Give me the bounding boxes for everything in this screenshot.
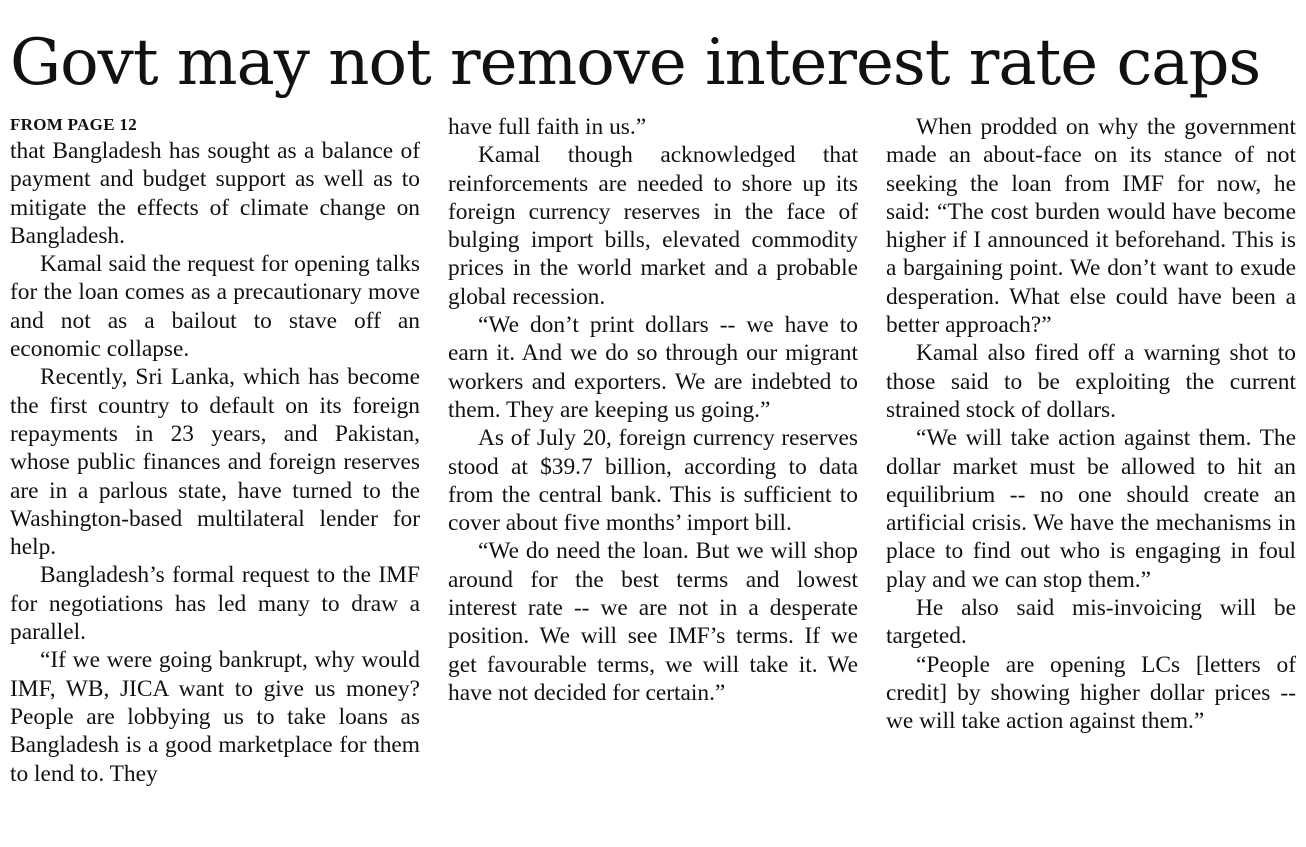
paragraph: Bangladesh’s formal request to the IMF for negotiations has led many to draw a parallel. bbox=[10, 562, 420, 646]
paragraph: “People are opening LCs [letters of credit] by showing higher dollar prices -- we will take action against them.” bbox=[886, 651, 1296, 735]
paragraph: Kamal also fired off a warning shot to those said to be exploiting the current strained stock of dollars. bbox=[886, 340, 1296, 423]
headline: Govt may not remove interest rate caps bbox=[10, 26, 1261, 100]
article-column-1 bbox=[10, 113, 420, 788]
kicker-from-page: FROM PAGE 12 bbox=[10, 115, 137, 134]
paragraph: Recently, Sri Lanka, which has become the first country to default on its foreign repayments in 23 years, and Pakistan, whose public finances and foreign reserves are in a parlous state, have turned to the Washington-based multilateral lender for help. bbox=[10, 364, 420, 561]
paragraph: “We don’t print dollars -- we have to earn it. And we do so through our migrant workers and exporters. We are indebted to them. They are keeping us going.” bbox=[448, 312, 858, 423]
paragraph: As of July 20, foreign currency reserves stood at $39.7 billion, according to data from the central bank. This is sufficient to cover about five months’ import bill. bbox=[448, 425, 858, 537]
paragraph: When prodded on why the government made an about-face on its stance of not seeking the loan from IMF for now, he said: “The cost burden would have become higher if I announced it beforehand. This is a bargaining point. We don’t want to exude desperation. What else could have been a better approach?” bbox=[886, 114, 1296, 339]
paragraph: “We do need the loan. But we will shop around for the best terms and lowest interest rate -- we are not in a desperate position. We will see IMF’s terms. If we get favourable terms, we will take it. We have not decided for certain.” bbox=[448, 538, 858, 706]
article-column-3 bbox=[886, 113, 1296, 736]
paragraph: Kamal though acknowledged that reinforcements are needed to shore up its foreign currency reserves in the face of bulging import bills, elevated commodity prices in the world market and a probable global recession. bbox=[448, 142, 858, 310]
paragraph: “If we were going bankrupt, why would IMF, WB, JICA want to give us money? People are lobbying us to take loans as Bangladesh is a good marketplace for them to lend to. They bbox=[10, 647, 420, 787]
paragraph: Kamal said the request for opening talks for the loan comes as a precautionary move and not as a bailout to stave off an economic collapse. bbox=[10, 251, 420, 363]
paragraph: have full faith in us.” bbox=[448, 114, 647, 140]
article-column-2 bbox=[448, 113, 858, 707]
paragraph: He also said mis-invoicing will be targeted. bbox=[886, 595, 1296, 650]
paragraph: “We will take action against them. The dollar market must be allowed to hit an equilibrium -- no one should create an artificial crisis. We have the mechanisms in place to find out who is engaging in foul play and we can stop them.” bbox=[886, 425, 1296, 593]
paragraph: that Bangladesh has sought as a balance of payment and budget support as well as to mitigate the effects of climate change on Bangladesh. bbox=[10, 138, 420, 249]
